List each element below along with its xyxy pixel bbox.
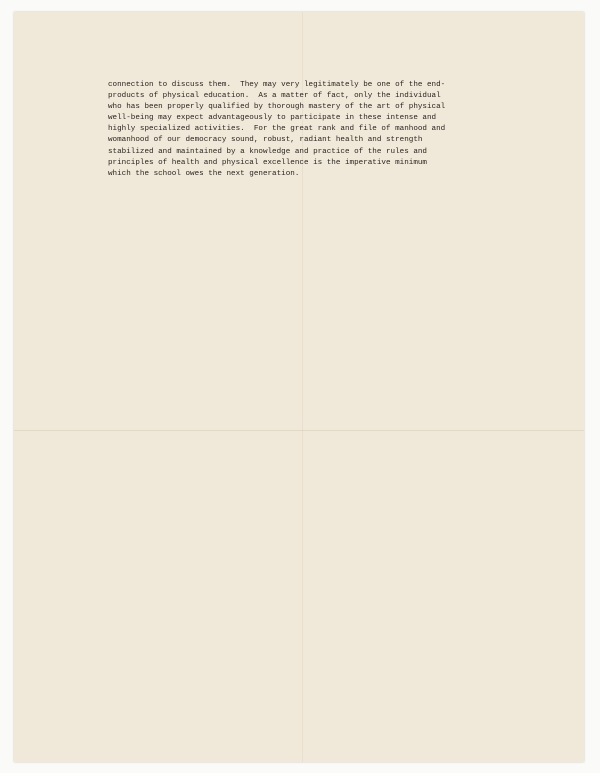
- text-line: womanhood of our democracy sound, robust, radiant health and strength: [108, 136, 423, 145]
- text-line: products of physical education. As a matter of fact, only the individual: [108, 92, 441, 101]
- text-line: well-being may expect advantageously to participate in these intense and: [108, 114, 437, 123]
- text-line: which the school owes the next generation.: [108, 169, 300, 178]
- typed-paragraph: [108, 80, 548, 180]
- text-line: principles of health and physical excellence is the imperative minimum: [108, 158, 427, 167]
- document-page: [14, 12, 584, 762]
- text-line: who has been properly qualified by thorough mastery of the art of physical: [108, 103, 446, 112]
- text-line: connection to discuss them. They may very legitimately be one of the end-: [108, 81, 446, 89]
- text-line: stabilized and maintained by a knowledge and practice of the rules and: [108, 147, 427, 156]
- text-line: highly specialized activities. For the great rank and file of manhood and: [108, 125, 446, 134]
- horizontal-fold-crease: [14, 430, 584, 431]
